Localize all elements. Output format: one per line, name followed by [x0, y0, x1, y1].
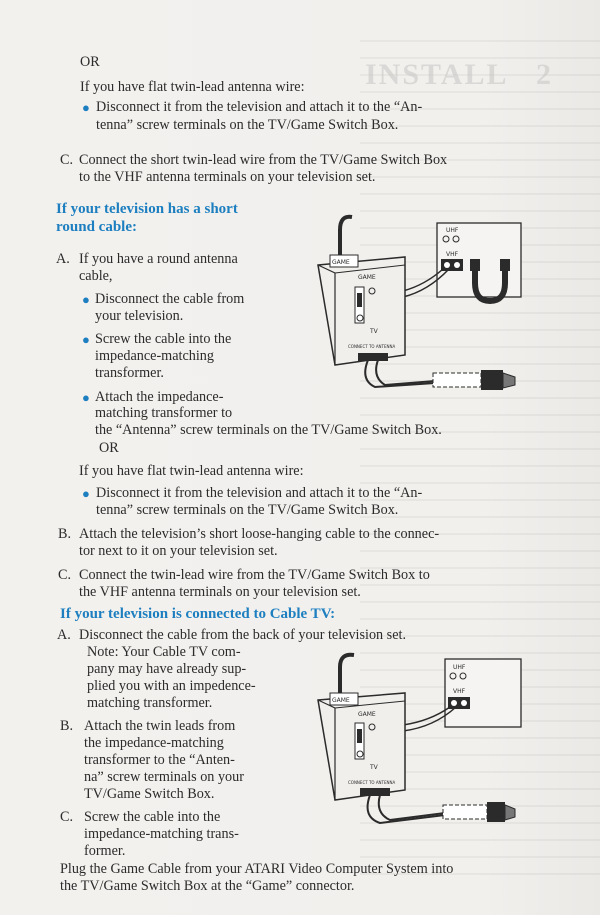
step-text-line: Attach the television’s short loose-hanging cable to the connec- — [79, 526, 440, 542]
step-text-line: TV/Game Switch Box. — [84, 786, 215, 802]
step-letter: B. — [58, 526, 72, 542]
bullet-text-line: the “Antenna” screw terminals on the TV/Game Switch Box. — [95, 422, 442, 438]
closing-text-line: the TV/Game Switch Box at the “Game” connector. — [60, 878, 355, 894]
closing-text-line: Plug the Game Cable from your ATARI Video Computer System into — [60, 861, 454, 877]
step-letter: C. — [60, 152, 74, 168]
step-text-line: Attach the twin leads from — [84, 718, 236, 734]
bleed-through-title: INSTALL — [365, 58, 509, 91]
step-text-line: If you have a round antenna — [79, 251, 238, 267]
bullet-icon: ● — [82, 390, 90, 405]
switch-game-label: GAME — [358, 274, 376, 281]
bullet-text-line: Disconnect it from the television and attach it to the “An- — [96, 99, 423, 115]
step-text-line: impedance-matching trans- — [84, 826, 239, 842]
game-cable — [340, 217, 352, 260]
step-text-line: Connect the twin-lead wire from the TV/Game Switch Box to — [79, 567, 430, 583]
step-letter: A. — [56, 251, 70, 267]
step-letter: C. — [58, 567, 72, 583]
box-label: GAME — [332, 697, 350, 704]
step-text-line: to the VHF antenna terminals on your television set. — [79, 169, 376, 185]
bullet-text-line: matching transformer to — [95, 405, 233, 421]
box-label: GAME — [332, 259, 350, 266]
step-text-line: na” screw terminals on your — [84, 769, 244, 785]
section-heading: If your television has a short — [56, 201, 238, 217]
flat-wire-intro: If you have flat twin-lead antenna wire: — [80, 79, 305, 95]
box-bottom-label: CONNECT TO ANTENNA — [348, 344, 396, 349]
step-text-line: former. — [84, 843, 126, 859]
step-text-line: tor next to it on your television set. — [79, 543, 278, 559]
terminal-icon — [444, 262, 450, 268]
switch-tv-label: TV — [370, 764, 378, 771]
switch-box-diagram — [300, 205, 530, 405]
bullet-text-line: Screw the cable into the — [95, 331, 232, 347]
bullet-icon: ● — [82, 486, 90, 501]
bullet-icon: ● — [82, 332, 90, 347]
step-text-line: cable, — [79, 268, 113, 284]
switch-game-label: GAME — [358, 711, 376, 718]
step-text-line: Connect the short twin-lead wire from the TV/Game Switch Box — [79, 152, 448, 168]
step-letter: A. — [57, 627, 71, 643]
bullet-text-line: Disconnect the cable from — [95, 291, 245, 307]
or-label: OR — [99, 440, 119, 456]
bullet-text-line: Attach the impedance- — [95, 389, 224, 405]
step-text-line: transformer to the “Anten- — [84, 752, 235, 768]
section-heading: If your television is connected to Cable TV: — [60, 606, 336, 622]
step-text-line: Screw the cable into the — [84, 809, 221, 825]
uhf-label: UHF — [446, 227, 459, 234]
or-label: OR — [80, 54, 100, 70]
bullet-text-line: transformer. — [95, 365, 164, 381]
bullet-text-line: your television. — [95, 308, 184, 324]
uhf-label: UHF — [453, 664, 466, 671]
step-text-line: the VHF antenna terminals on your television set. — [79, 584, 361, 600]
step-text-line: the impedance-matching — [84, 735, 224, 751]
cable-tv-diagram — [300, 645, 530, 835]
bullet-text-line: tenna” screw terminals on the TV/Game Switch Box. — [96, 117, 399, 133]
impedance-transformer — [443, 805, 487, 819]
flat-wire-intro: If you have flat twin-lead antenna wire: — [79, 463, 304, 479]
bullet-icon: ● — [82, 100, 90, 115]
step-text-line: Disconnect the cable from the back of your television set. — [79, 627, 406, 643]
section-heading: round cable: — [56, 219, 137, 235]
switch-tv-label: TV — [370, 328, 378, 335]
box-bottom-label: CONNECT TO ANTENNA — [348, 780, 396, 785]
note-text-line: plied you with an impedence- — [87, 678, 256, 694]
bullet-text-line: impedance-matching — [95, 348, 214, 364]
note-text-line: pany may have already sup- — [87, 661, 247, 677]
game-cable — [340, 655, 354, 697]
note-text-line: Note: Your Cable TV com- — [87, 644, 241, 660]
step-letter: C. — [60, 809, 74, 825]
step-letter: B. — [60, 718, 74, 734]
bleed-through-number: 2 — [536, 58, 551, 91]
note-text-line: matching transformer. — [87, 695, 213, 711]
bullet-icon: ● — [82, 292, 90, 307]
vhf-label: VHF — [446, 251, 459, 258]
terminal-icon — [454, 262, 460, 268]
vhf-label: VHF — [453, 688, 466, 695]
bullet-text-line: tenna” screw terminals on the TV/Game Switch Box. — [96, 502, 399, 518]
bullet-text-line: Disconnect it from the television and attach it to the “An- — [96, 485, 423, 501]
impedance-transformer — [433, 373, 481, 387]
